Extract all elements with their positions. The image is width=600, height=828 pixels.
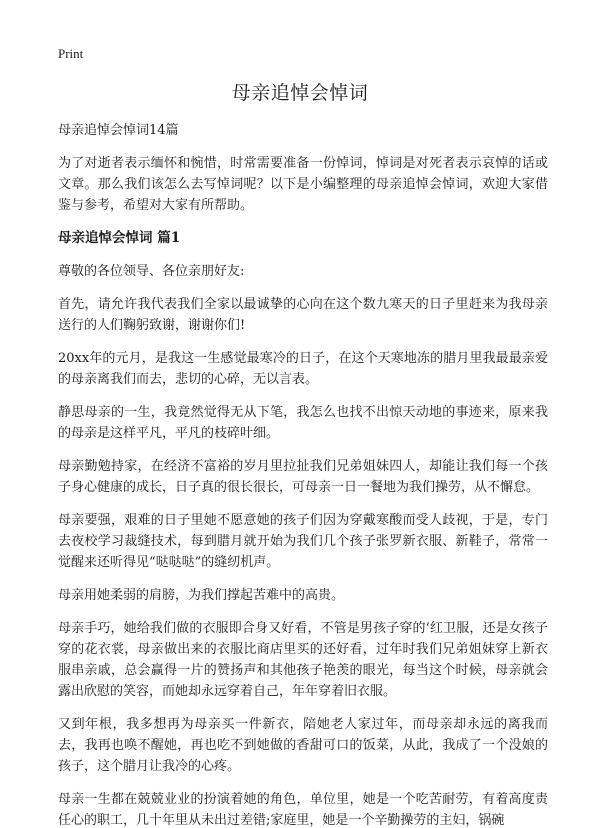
body-paragraph: 静思母亲的一生，我竟然觉得无从下笔，我怎么也找不出惊天动地的事迹来，原来我的母亲是这样平凡，平凡的枝碎叶细。 (58, 405, 548, 441)
document-title: 母亲追悼会悼词 (231, 82, 369, 104)
intro-paragraph: 为了对逝者表示缅怀和惋惜，时常需要准备一份悼词，悼词是对死者表示哀悼的话或文章。那么我们该怎么去写悼词呢？以下是小编整理的母亲追悼会悼词，欢迎大家借鉴与参考，希望对大家有所帮助。 (58, 156, 548, 213)
body-paragraph: 尊敬的各位领导、各位亲朋好友: (58, 264, 245, 279)
body-paragraph: 首先，请允许我代表我们全家以最诚挚的心向在这个数九寒天的日子里赶来为我母亲送行的人们鞠躬致谢，谢谢你们! (58, 297, 548, 333)
document-body (58, 120, 548, 828)
body-paragraph: 母亲勤勉持家，在经济不富裕的岁月里拉扯我们兄弟姐妹四人，却能让我们每一个孩子身心健康的成长，日子真的很长很长，可母亲一日一餐地为我们操劳，从不懈怠。 (58, 459, 548, 495)
body-paragraph: 母亲用她柔弱的肩膀，为我们撑起苦难中的高贵。 (58, 588, 345, 603)
body-paragraph: 母亲手巧，她给我们做的衣服即合身又好看，不管是男孩子穿的‘红卫服，还是女孩子穿的花衣裳，母亲做出来的衣服比商店里买的还好看，过年时我们兄弟姐妹穿上新衣服串亲戚，总会赢得一片的赞扬声和其他孩子艳羡的眼光，每当这个时候，母亲就会露出欣慰的笑容，而她却永远穿着自己，年年穿着旧衣服。 (58, 621, 548, 699)
document-subtitle: 母亲追悼会悼词14篇 (58, 123, 179, 138)
print-label: Print (58, 46, 84, 61)
body-paragraph: 又到年根，我多想再为母亲买一件新衣，陪她老人家过年，而母亲却永远的离我而去，我再也唤不醒她，再也吃不到她做的香甜可口的饭菜，从此，我成了一个没娘的孩子，这个腊月让我冷的心疼。 (58, 717, 548, 774)
body-paragraph: 母亲一生都在兢兢业业的扮演着她的角色，单位里，她是一个吃苦耐劳，有着高度责任心的职工，几十年里从未出过差错;家庭里，她是一个辛勤操劳的主妇，锅碗 (58, 792, 548, 828)
body-paragraph: 母亲要强，艰难的日子里她不愿意她的孩子们因为穿戴寒酸而受人歧视，于是，专门去夜校学习裁缝技术，每到腊月就开始为我们几个孩子张罗新衣服、新鞋子，常常一觉醒来还听得见“哒哒哒”的缝纫机声。 (58, 513, 548, 570)
body-paragraph: 20xx年的元月，是我这一生感觉最寒冷的日子，在这个天寒地冻的腊月里我最最亲爱的母亲离我们而去，悲切的心碎，无以言表。 (58, 351, 548, 387)
section-heading: 母亲追悼会悼词 篇1 (58, 230, 181, 246)
